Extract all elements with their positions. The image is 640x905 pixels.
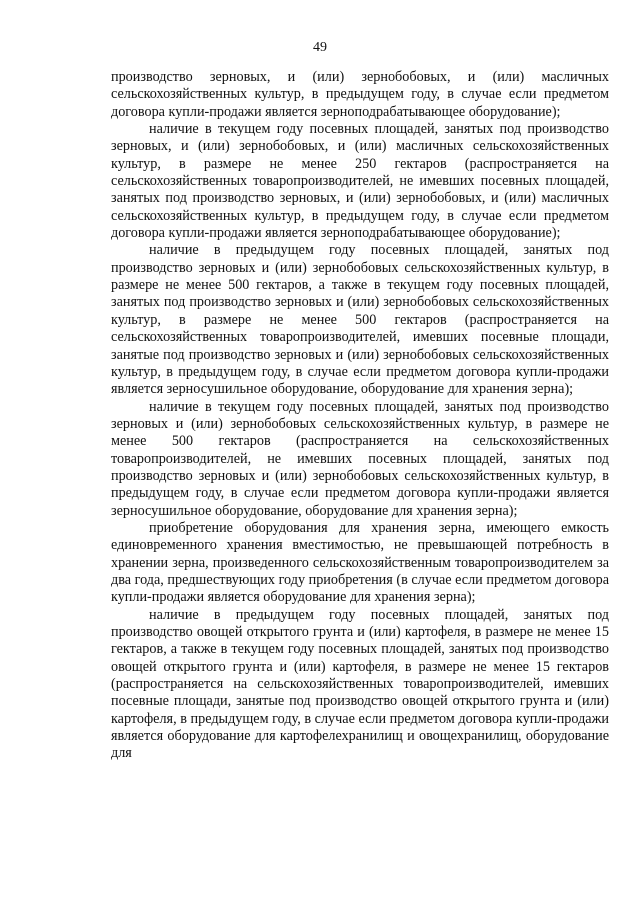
paragraph-500-hectares-current-year: наличие в текущем году посевных площадей, занятых под производство зерновых и (или) зернобобовых сельскохозяйственных культур, в размере не менее 500 гектаров (распространяется на сельскохозяйственных товаропроизводителей, не имевших посевных площадей, занятых под производство зерновых и (или) зернобобовых сельскохозяйственных культур, в предыдущем году, в случае если предметом договора купли-продажи является зерносушильное оборудование, оборудование для хранения зерна); — [111, 398, 609, 519]
page-number: 49 — [313, 40, 327, 55]
paragraph-500-hectares-previous-year: наличие в предыдущем году посевных площадей, занятых под производство зерновых и (или) зернобобовых сельскохозяйственных культур, в размере не менее 500 гектаров, а также в текущем году посевных площадей, занятых под производство зерновых и (или) зернобобовых сельскохозяйственных культур, в размере не менее 500 гектаров (распространяется на сельскохозяйственных товаропроизводителей, имевших посевные площади, занятые под производство зерновых и (или) зернобобовых сельскохозяйственных культур, в предыдущем году, в случае если предметом договора купли-продажи является зерносушильное оборудование, оборудование для хранения зерна); — [111, 242, 609, 398]
document-body — [111, 69, 609, 763]
paragraph-grain-storage-equipment: приобретение оборудования для хранения зерна, имеющего емкость единовременного хранения вместимостью, не превышающей потребность в хранении зерна, произведенного сельскохозяйственным товаропроизводителем за два года, предшествующих году приобретения (в случае если предметом договора купли-продажи является оборудование для хранения зерна); — [111, 519, 609, 606]
paragraph-250-hectares-current-year: наличие в текущем году посевных площадей, занятых под производство зерновых, и (или) зернобобовых, и (или) масличных сельскохозяйственных культур, в размере не менее 250 гектаров (распространяется на сельскохозяйственных товаропроизводителей, не имевших посевных площадей, занятых под производство зерновых, и (или) зернобобовых, и (или) масличных сельскохозяйственных культур, в предыдущем году, в случае если предметом договора купли-продажи является зерноподрабатывающее оборудование); — [111, 121, 609, 242]
paragraph-15-hectares-vegetables: наличие в предыдущем году посевных площадей, занятых под производство овощей открытого грунта и (или) картофеля, в размере не менее 15 гектаров, а также в текущем году посевных площадей, занятых под производство овощей открытого грунта и (или) картофеля, в размере не менее 15 гектаров (распространяется на сельскохозяйственных товаропроизводителей, имевших посевные площади, занятые под производство овощей открытого грунта и (или) картофеля, в предыдущем году, в случае если предметом договора купли-продажи является оборудование для картофелехранилищ и овощехранилищ, оборудование для — [111, 606, 609, 762]
paragraph-continuation: производство зерновых, и (или) зернобобовых, и (или) масличных сельскохозяйственных культур, в предыдущем году, в случае если предметом договора купли-продажи является зерноподрабатывающее оборудование); — [111, 69, 609, 120]
